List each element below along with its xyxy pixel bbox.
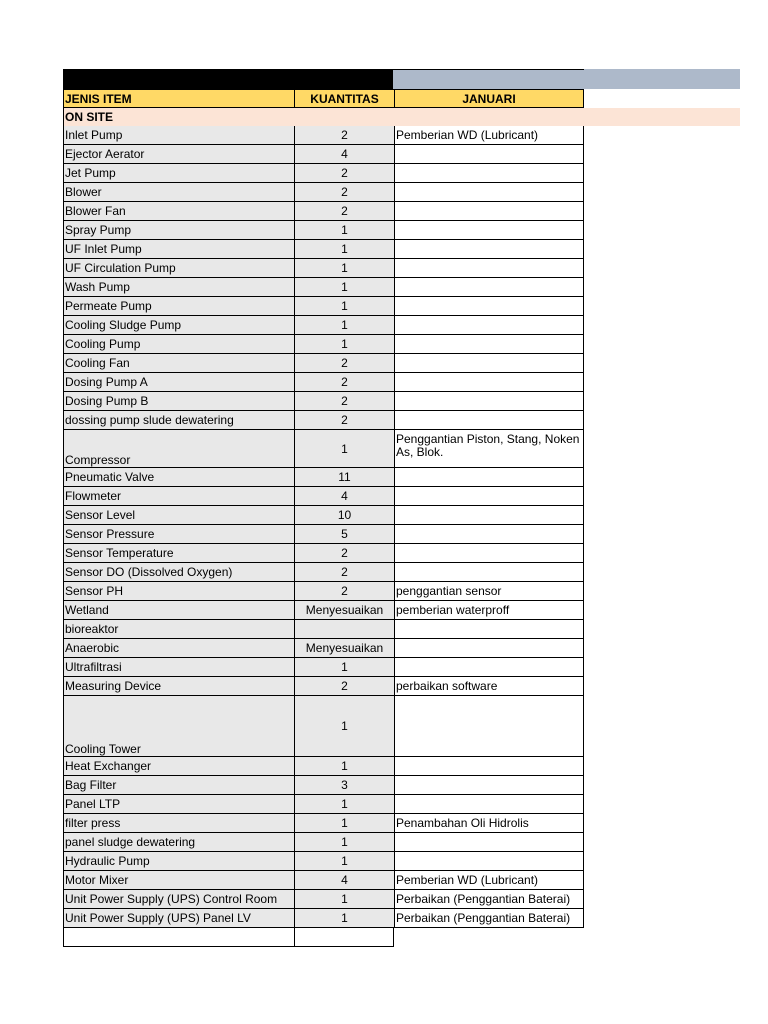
- empty-item-cell[interactable]: [63, 928, 294, 947]
- january-note-cell[interactable]: [394, 468, 584, 487]
- title-bar-divider: [393, 69, 584, 70]
- quantity-cell[interactable]: [294, 620, 394, 639]
- item-name-cell[interactable]: Spray Pump: [63, 221, 294, 240]
- quantity-cell[interactable]: 4: [294, 871, 394, 890]
- january-note-cell[interactable]: [394, 259, 584, 278]
- item-name-cell[interactable]: Unit Power Supply (UPS) Panel LV: [63, 909, 294, 928]
- item-name-cell[interactable]: UF Inlet Pump: [63, 240, 294, 259]
- item-name-cell[interactable]: Panel LTP: [63, 795, 294, 814]
- item-name-cell[interactable]: panel sludge dewatering: [63, 833, 294, 852]
- quantity-cell[interactable]: 2: [294, 126, 394, 145]
- quantity-cell[interactable]: 5: [294, 525, 394, 544]
- item-name-cell[interactable]: Motor Mixer: [63, 871, 294, 890]
- quantity-cell[interactable]: 2: [294, 183, 394, 202]
- january-note-cell[interactable]: [394, 164, 584, 183]
- january-note-cell[interactable]: Pemberian WD (Lubricant): [394, 126, 584, 145]
- january-note-cell[interactable]: [394, 620, 584, 639]
- quantity-cell[interactable]: 1: [294, 278, 394, 297]
- quantity-cell[interactable]: 11: [294, 468, 394, 487]
- quantity-cell[interactable]: 1: [294, 757, 394, 776]
- item-name-cell[interactable]: Sensor PH: [63, 582, 294, 601]
- item-name-cell[interactable]: Sensor Level: [63, 506, 294, 525]
- january-note-cell[interactable]: Penggantian Piston, Stang, Noken As, Blok.: [394, 430, 584, 468]
- january-note-cell[interactable]: [394, 145, 584, 164]
- quantity-cell[interactable]: 1: [294, 696, 394, 757]
- quantity-cell[interactable]: 1: [294, 221, 394, 240]
- item-name-cell[interactable]: Dosing Pump A: [63, 373, 294, 392]
- quantity-cell[interactable]: 1: [294, 240, 394, 259]
- item-name-cell[interactable]: Sensor Pressure: [63, 525, 294, 544]
- january-note-cell[interactable]: perbaikan software: [394, 677, 584, 696]
- quantity-cell[interactable]: 1: [294, 335, 394, 354]
- january-note-cell[interactable]: [394, 411, 584, 430]
- quantity-cell[interactable]: 10: [294, 506, 394, 525]
- section-label-cell[interactable]: ON SITE: [63, 108, 394, 126]
- item-name-cell[interactable]: Cooling Pump: [63, 335, 294, 354]
- item-name-cell[interactable]: bioreaktor: [63, 620, 294, 639]
- item-name-cell[interactable]: Sensor DO (Dissolved Oxygen): [63, 563, 294, 582]
- item-name-cell[interactable]: filter press: [63, 814, 294, 833]
- january-note-cell[interactable]: [394, 658, 584, 677]
- january-note-cell[interactable]: [394, 354, 584, 373]
- january-note-cell[interactable]: [394, 278, 584, 297]
- january-note-cell[interactable]: [394, 525, 584, 544]
- item-name-cell[interactable]: Anaerobic: [63, 639, 294, 658]
- january-note-cell[interactable]: [394, 316, 584, 335]
- item-name-cell[interactable]: Cooling Tower: [63, 696, 294, 757]
- item-name-cell[interactable]: Sensor Temperature: [63, 544, 294, 563]
- item-name-cell[interactable]: Wetland: [63, 601, 294, 620]
- item-name-cell[interactable]: Blower Fan: [63, 202, 294, 221]
- item-name-cell[interactable]: Ultrafiltrasi: [63, 658, 294, 677]
- january-note-cell[interactable]: pemberian waterproff: [394, 601, 584, 620]
- quantity-cell[interactable]: 1: [294, 795, 394, 814]
- item-name-cell[interactable]: Hydraulic Pump: [63, 852, 294, 871]
- quantity-cell[interactable]: 1: [294, 430, 394, 468]
- january-note-cell[interactable]: [394, 240, 584, 259]
- quantity-cell[interactable]: 1: [294, 833, 394, 852]
- item-name-cell[interactable]: Heat Exchanger: [63, 757, 294, 776]
- item-name-cell[interactable]: Permeate Pump: [63, 297, 294, 316]
- january-note-cell[interactable]: [394, 183, 584, 202]
- item-name-cell[interactable]: Inlet Pump: [63, 126, 294, 145]
- item-name-cell[interactable]: Wash Pump: [63, 278, 294, 297]
- item-name-cell[interactable]: Compressor: [63, 430, 294, 468]
- empty-qty-cell[interactable]: [294, 928, 394, 947]
- item-name-cell[interactable]: UF Circulation Pump: [63, 259, 294, 278]
- quantity-cell[interactable]: 2: [294, 202, 394, 221]
- quantity-cell[interactable]: 2: [294, 164, 394, 183]
- january-note-cell[interactable]: [394, 297, 584, 316]
- january-note-cell[interactable]: [394, 696, 584, 757]
- quantity-cell[interactable]: Menyesuaikan: [294, 601, 394, 620]
- header-item-cell[interactable]: JENIS ITEM: [63, 89, 294, 108]
- item-name-cell[interactable]: Dosing Pump B: [63, 392, 294, 411]
- item-name-cell[interactable]: Measuring Device: [63, 677, 294, 696]
- january-note-cell[interactable]: [394, 335, 584, 354]
- title-bar-black: [63, 69, 393, 89]
- january-note-cell[interactable]: Pemberian WD (Lubricant): [394, 871, 584, 890]
- quantity-cell[interactable]: 2: [294, 373, 394, 392]
- january-note-cell[interactable]: [394, 639, 584, 658]
- header-qty-cell[interactable]: KUANTITAS: [294, 89, 394, 108]
- item-name-cell[interactable]: Unit Power Supply (UPS) Control Room: [63, 890, 294, 909]
- quantity-cell[interactable]: 4: [294, 145, 394, 164]
- january-note-cell[interactable]: [394, 795, 584, 814]
- quantity-cell[interactable]: 2: [294, 544, 394, 563]
- quantity-cell[interactable]: 4: [294, 487, 394, 506]
- item-name-cell[interactable]: Bag Filter: [63, 776, 294, 795]
- quantity-cell[interactable]: 2: [294, 563, 394, 582]
- item-name-cell[interactable]: Pneumatic Valve: [63, 468, 294, 487]
- january-note-cell[interactable]: [394, 544, 584, 563]
- item-name-cell[interactable]: Cooling Sludge Pump: [63, 316, 294, 335]
- quantity-cell[interactable]: 3: [294, 776, 394, 795]
- quantity-cell[interactable]: 2: [294, 582, 394, 601]
- january-note-cell[interactable]: [394, 392, 584, 411]
- quantity-cell[interactable]: 2: [294, 354, 394, 373]
- title-bar-blue: [393, 69, 740, 89]
- quantity-cell[interactable]: Menyesuaikan: [294, 639, 394, 658]
- january-note-cell[interactable]: [394, 202, 584, 221]
- january-note-cell[interactable]: [394, 563, 584, 582]
- january-note-cell[interactable]: [394, 373, 584, 392]
- quantity-cell[interactable]: 1: [294, 259, 394, 278]
- january-note-cell[interactable]: Perbaikan (Penggantian Baterai): [394, 890, 584, 909]
- quantity-cell[interactable]: 1: [294, 297, 394, 316]
- header-month-cell[interactable]: JANUARI: [394, 89, 584, 108]
- january-note-cell[interactable]: [394, 852, 584, 871]
- january-note-cell[interactable]: Penambahan Oli Hidrolis: [394, 814, 584, 833]
- item-name-cell[interactable]: Cooling Fan: [63, 354, 294, 373]
- item-name-cell[interactable]: Flowmeter: [63, 487, 294, 506]
- january-note-cell[interactable]: [394, 506, 584, 525]
- quantity-cell[interactable]: 1: [294, 814, 394, 833]
- quantity-cell[interactable]: 1: [294, 909, 394, 928]
- quantity-cell[interactable]: 1: [294, 316, 394, 335]
- january-note-cell[interactable]: [394, 776, 584, 795]
- quantity-cell[interactable]: 2: [294, 677, 394, 696]
- item-name-cell[interactable]: Blower: [63, 183, 294, 202]
- january-note-cell[interactable]: [394, 221, 584, 240]
- item-name-cell[interactable]: Ejector Aerator: [63, 145, 294, 164]
- quantity-cell[interactable]: 1: [294, 852, 394, 871]
- january-note-cell[interactable]: penggantian sensor: [394, 582, 584, 601]
- quantity-cell[interactable]: 1: [294, 658, 394, 677]
- quantity-cell[interactable]: 2: [294, 411, 394, 430]
- item-name-cell[interactable]: Jet Pump: [63, 164, 294, 183]
- january-note-cell[interactable]: [394, 487, 584, 506]
- item-name-cell[interactable]: dossing pump slude dewatering: [63, 411, 294, 430]
- january-note-cell[interactable]: [394, 833, 584, 852]
- quantity-cell[interactable]: 1: [294, 890, 394, 909]
- january-note-cell[interactable]: [394, 757, 584, 776]
- january-note-cell[interactable]: Perbaikan (Penggantian Baterai): [394, 909, 584, 928]
- quantity-cell[interactable]: 2: [294, 392, 394, 411]
